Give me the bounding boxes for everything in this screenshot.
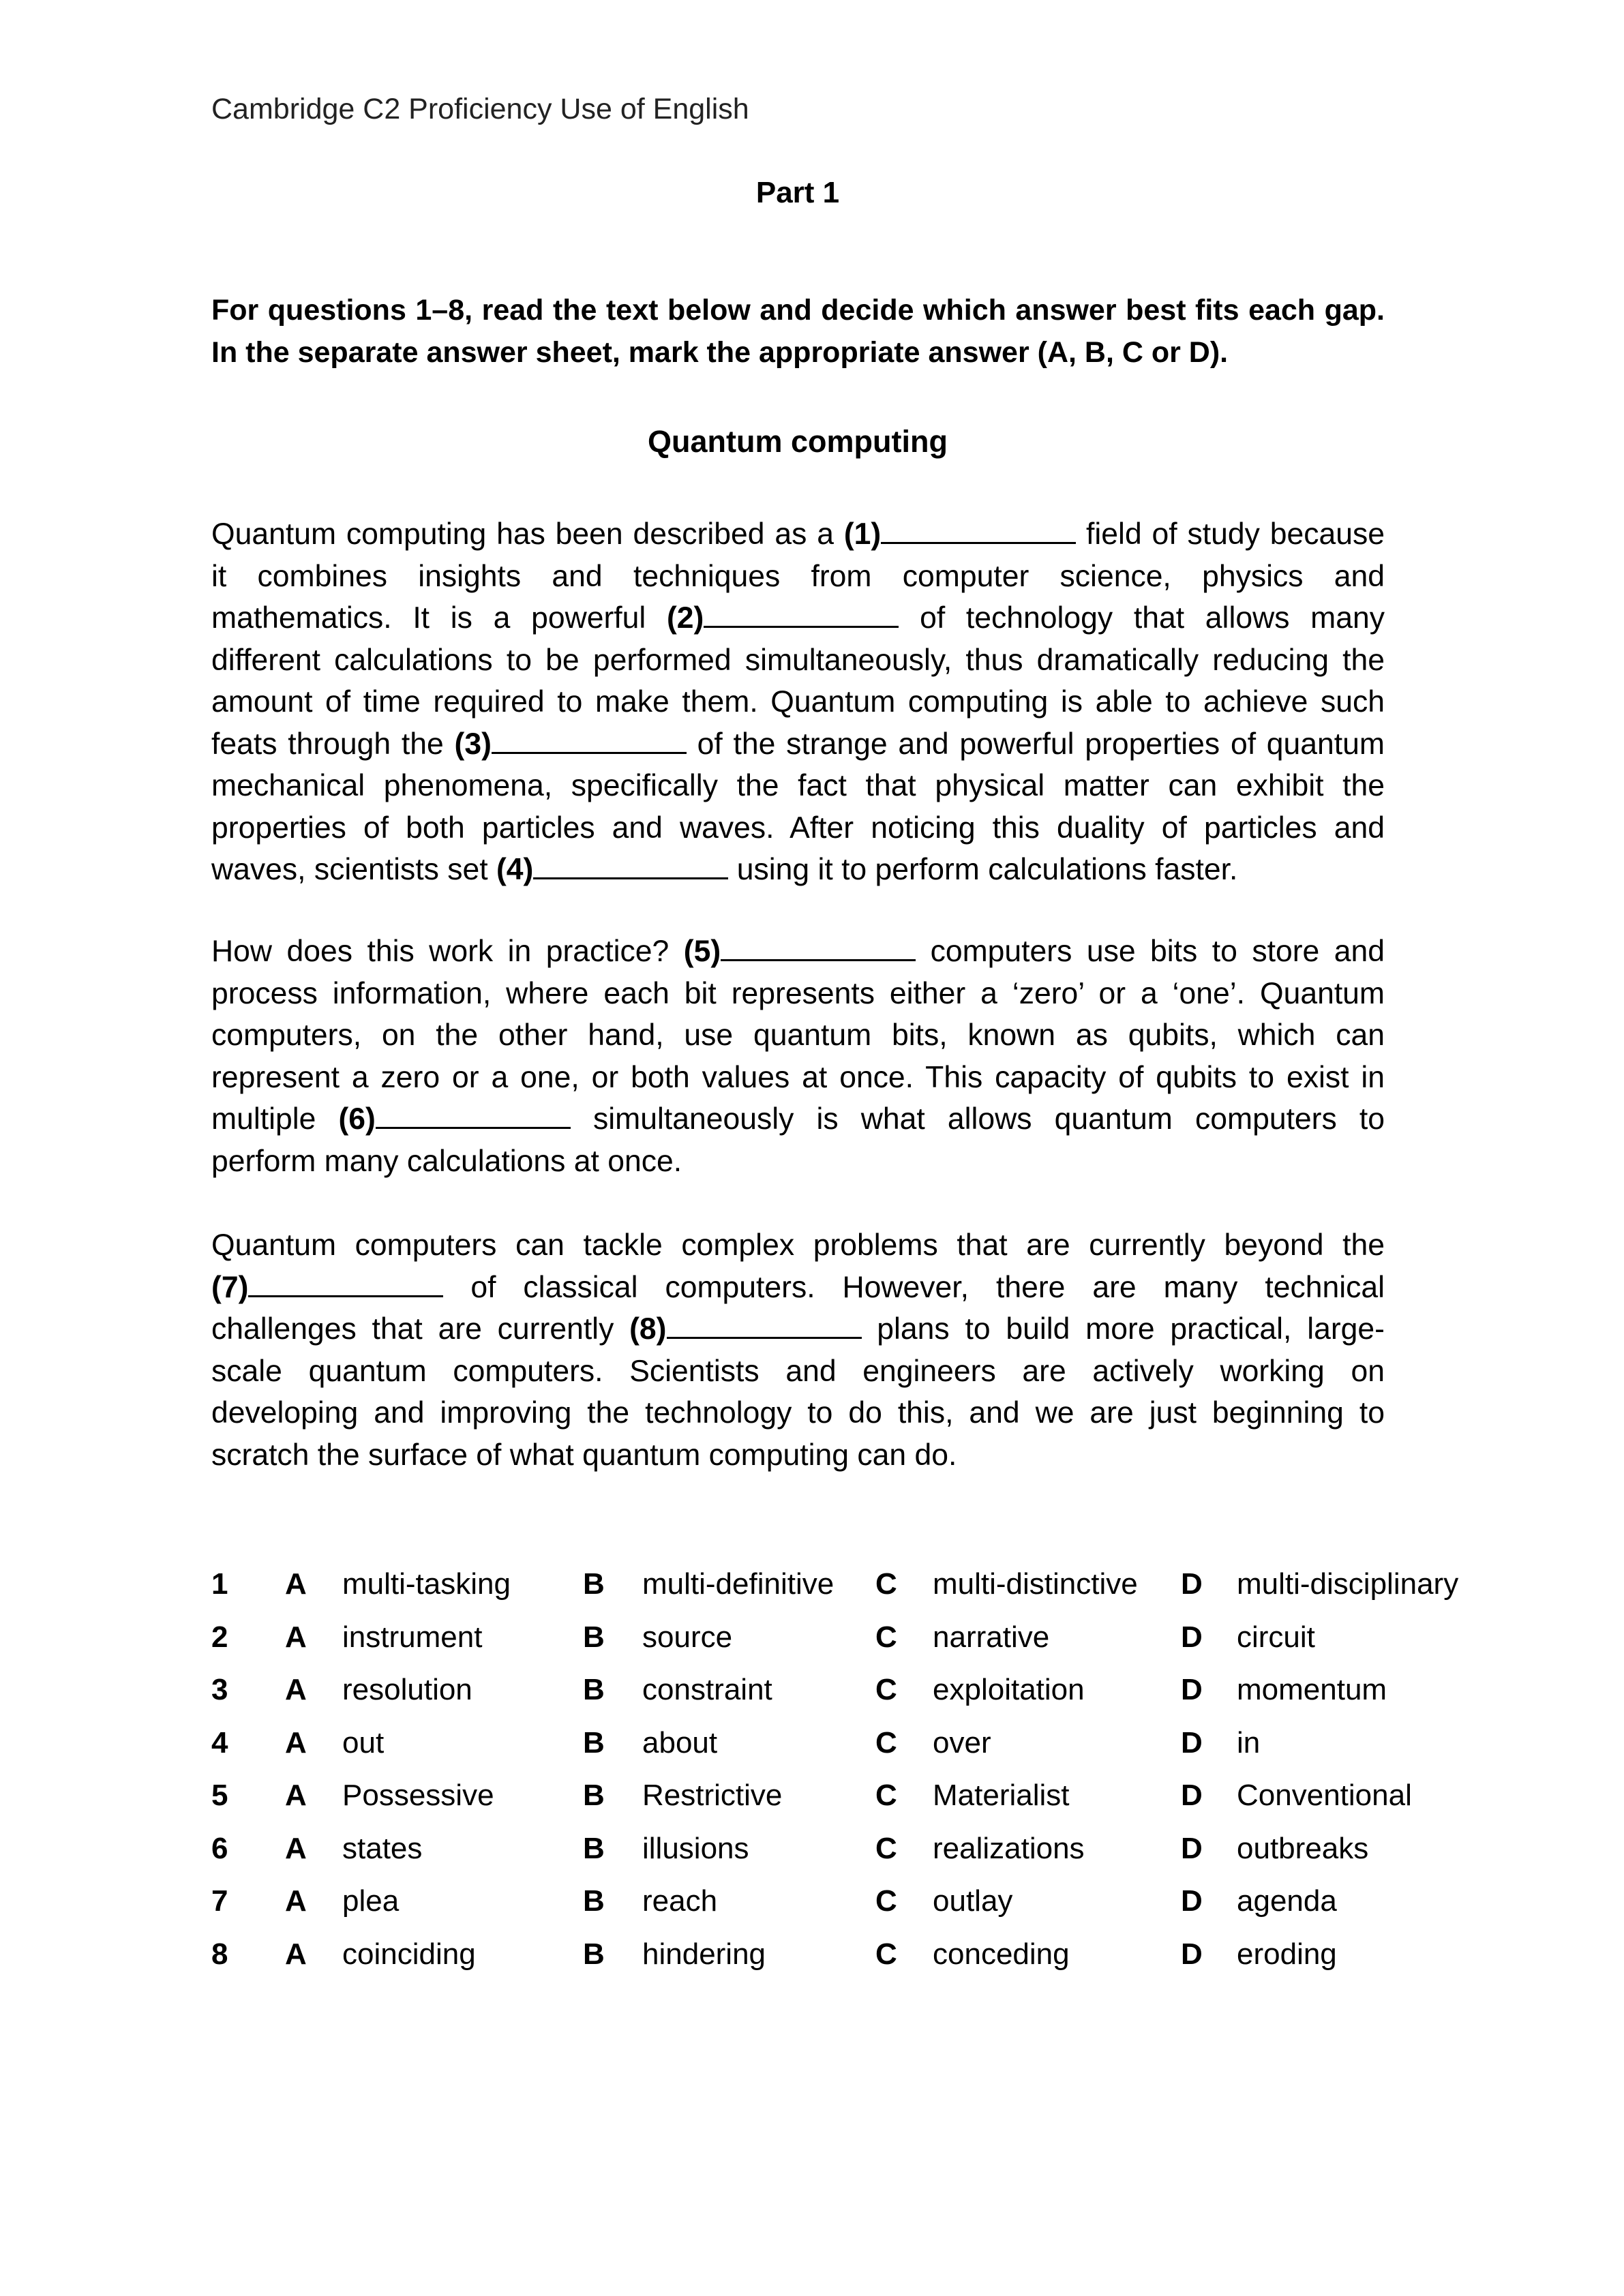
option-text: states <box>342 1831 423 1865</box>
option-text: reach <box>642 1884 718 1918</box>
option-text: in <box>1237 1725 1261 1759</box>
option-text: Conventional <box>1237 1779 1412 1812</box>
text-line: How does this work in practice? (5) computers use bits to store and <box>211 931 1385 973</box>
answer-gap <box>248 1268 443 1297</box>
text-line: scratch the surface of what quantum computing can do. <box>211 1438 957 1472</box>
gap-number: (5) <box>683 935 721 968</box>
option-text: instrument <box>342 1620 483 1654</box>
text-line: Quantum computers can tackle complex problems that are currently beyond the <box>211 1228 1385 1262</box>
text-line: waves, scientists set (4) using it to perform calculations faster. <box>211 849 1385 891</box>
question-number: 2 <box>211 1620 228 1654</box>
option-text: resolution <box>342 1673 472 1706</box>
option-letter: C <box>875 1725 897 1759</box>
text-line: process information, where each bit represents either a ‘zero’ or a ‘one’. Quantum <box>211 976 1385 1010</box>
gap-number: (7) <box>211 1270 249 1304</box>
option-text: out <box>342 1725 385 1759</box>
answer-gap <box>533 850 728 879</box>
question-number: 7 <box>211 1884 228 1918</box>
option-letter: D <box>1181 1725 1203 1759</box>
option-letter: B <box>583 1779 605 1812</box>
text-line: different calculations to be performed simultaneously, thus dramatically reducing the <box>211 643 1385 677</box>
option-letter: B <box>583 1725 605 1759</box>
option-text: circuit <box>1237 1620 1315 1654</box>
option-letter: D <box>1181 1620 1203 1654</box>
option-letter: C <box>875 1779 897 1812</box>
option-text: exploitation <box>933 1673 1085 1706</box>
option-letter: D <box>1181 1567 1203 1601</box>
option-letter: C <box>875 1884 897 1918</box>
paragraph-2 <box>211 931 1385 1182</box>
answer-gap <box>704 599 899 628</box>
option-text: coinciding <box>342 1937 476 1971</box>
option-text: Restrictive <box>642 1779 783 1812</box>
question-number: 3 <box>211 1673 228 1706</box>
text-line: computers, on the other hand, use quantum bits, known as qubits, which can <box>211 1018 1385 1052</box>
option-letter: D <box>1181 1884 1203 1918</box>
gap-number: (4) <box>496 853 534 886</box>
option-letter: A <box>285 1937 307 1971</box>
option-letter: B <box>583 1831 605 1865</box>
option-letter: D <box>1181 1673 1203 1706</box>
option-letter: B <box>583 1567 605 1601</box>
text-line: (7) of classical computers. However, there are many technical <box>211 1267 1385 1309</box>
option-text: multi-distinctive <box>933 1567 1138 1601</box>
text-line: mathematics. It is a powerful (2) of technology that allows many <box>211 597 1385 639</box>
option-letter: B <box>583 1937 605 1971</box>
answer-gap <box>881 515 1076 544</box>
text-line: properties of both particles and waves. After noticing this duality of particles and <box>211 811 1385 845</box>
text-line: mechanical phenomena, specifically the fact that physical matter can exhibit the <box>211 769 1385 802</box>
option-text: plea <box>342 1884 400 1918</box>
text-line: multiple (6) simultaneously is what allows quantum computers to <box>211 1098 1385 1141</box>
option-letter: B <box>583 1620 605 1654</box>
text-line: it combines insights and techniques from computer science, physics and <box>211 559 1385 593</box>
instructions: For questions 1–8, read the text below and decide which answer best fits each gap. In the separate answer sheet, mark the appropriate answer (A, B, C or D). <box>211 294 1385 369</box>
text-line: amount of time required to make them. Quantum computing is able to achieve such <box>211 685 1385 719</box>
option-text: agenda <box>1237 1884 1337 1918</box>
option-text: over <box>933 1725 991 1759</box>
option-text: multi-tasking <box>342 1567 511 1601</box>
option-letter: C <box>875 1673 897 1706</box>
option-letter: A <box>285 1673 307 1706</box>
option-text: hindering <box>642 1937 766 1971</box>
option-text: illusions <box>642 1831 749 1865</box>
document-header: Cambridge C2 Proficiency Use of English <box>211 93 749 125</box>
option-letter: A <box>285 1620 307 1654</box>
gap-number: (6) <box>338 1102 376 1136</box>
option-text: conceding <box>933 1937 1070 1971</box>
text-line: represent a zero or a one, or both values at once. This capacity of qubits to exist in <box>211 1060 1385 1094</box>
option-letter: C <box>875 1620 897 1654</box>
option-text: Materialist <box>933 1779 1070 1812</box>
text-line: Quantum computing has been described as a (1) field of study because <box>211 513 1385 556</box>
question-number: 6 <box>211 1831 228 1865</box>
option-text: source <box>642 1620 733 1654</box>
question-number: 5 <box>211 1779 228 1812</box>
option-text: about <box>642 1725 718 1759</box>
text-line: developing and improving the technology to do this, and we are just beginning to <box>211 1396 1385 1430</box>
option-text: multi-disciplinary <box>1237 1567 1459 1601</box>
option-letter: C <box>875 1567 897 1601</box>
answer-gap <box>667 1310 862 1339</box>
option-letter: B <box>583 1884 605 1918</box>
answer-gap <box>376 1100 571 1129</box>
option-text: outlay <box>933 1884 1013 1918</box>
question-number: 4 <box>211 1725 228 1759</box>
option-letter: A <box>285 1884 307 1918</box>
option-text: eroding <box>1237 1937 1337 1971</box>
option-letter: D <box>1181 1937 1203 1971</box>
text-line: perform many calculations at once. <box>211 1144 682 1178</box>
part-title: Part 1 <box>755 176 840 209</box>
gap-number: (3) <box>454 727 492 761</box>
gap-number: (8) <box>629 1312 667 1346</box>
option-text: outbreaks <box>1237 1831 1369 1865</box>
option-text: realizations <box>933 1831 1085 1865</box>
option-text: narrative <box>933 1620 1050 1654</box>
option-letter: A <box>285 1831 307 1865</box>
paragraph-3 <box>211 1224 1385 1476</box>
gap-number: (2) <box>666 601 704 635</box>
answer-gap <box>721 932 916 961</box>
text-line: feats through the (3) of the strange and powerful properties of quantum <box>211 723 1385 766</box>
paragraph-1 <box>211 513 1385 891</box>
answer-gap <box>492 725 687 754</box>
option-letter: D <box>1181 1831 1203 1865</box>
option-letter: C <box>875 1937 897 1971</box>
option-letter: C <box>875 1831 897 1865</box>
option-letter: B <box>583 1673 605 1706</box>
option-text: multi-definitive <box>642 1567 834 1601</box>
text-title: Quantum computing <box>648 424 948 459</box>
option-letter: A <box>285 1779 307 1812</box>
option-text: momentum <box>1237 1673 1387 1706</box>
question-number: 1 <box>211 1567 228 1601</box>
gap-number: (1) <box>843 517 882 551</box>
option-text: constraint <box>642 1673 772 1706</box>
text-line: challenges that are currently (8) plans to build more practical, large- <box>211 1308 1385 1350</box>
option-letter: D <box>1181 1779 1203 1812</box>
text-line: scale quantum computers. Scientists and engineers are actively working on <box>211 1354 1385 1388</box>
question-number: 8 <box>211 1937 228 1971</box>
option-letter: A <box>285 1567 307 1601</box>
option-letter: A <box>285 1725 307 1759</box>
option-text: Possessive <box>342 1779 494 1812</box>
